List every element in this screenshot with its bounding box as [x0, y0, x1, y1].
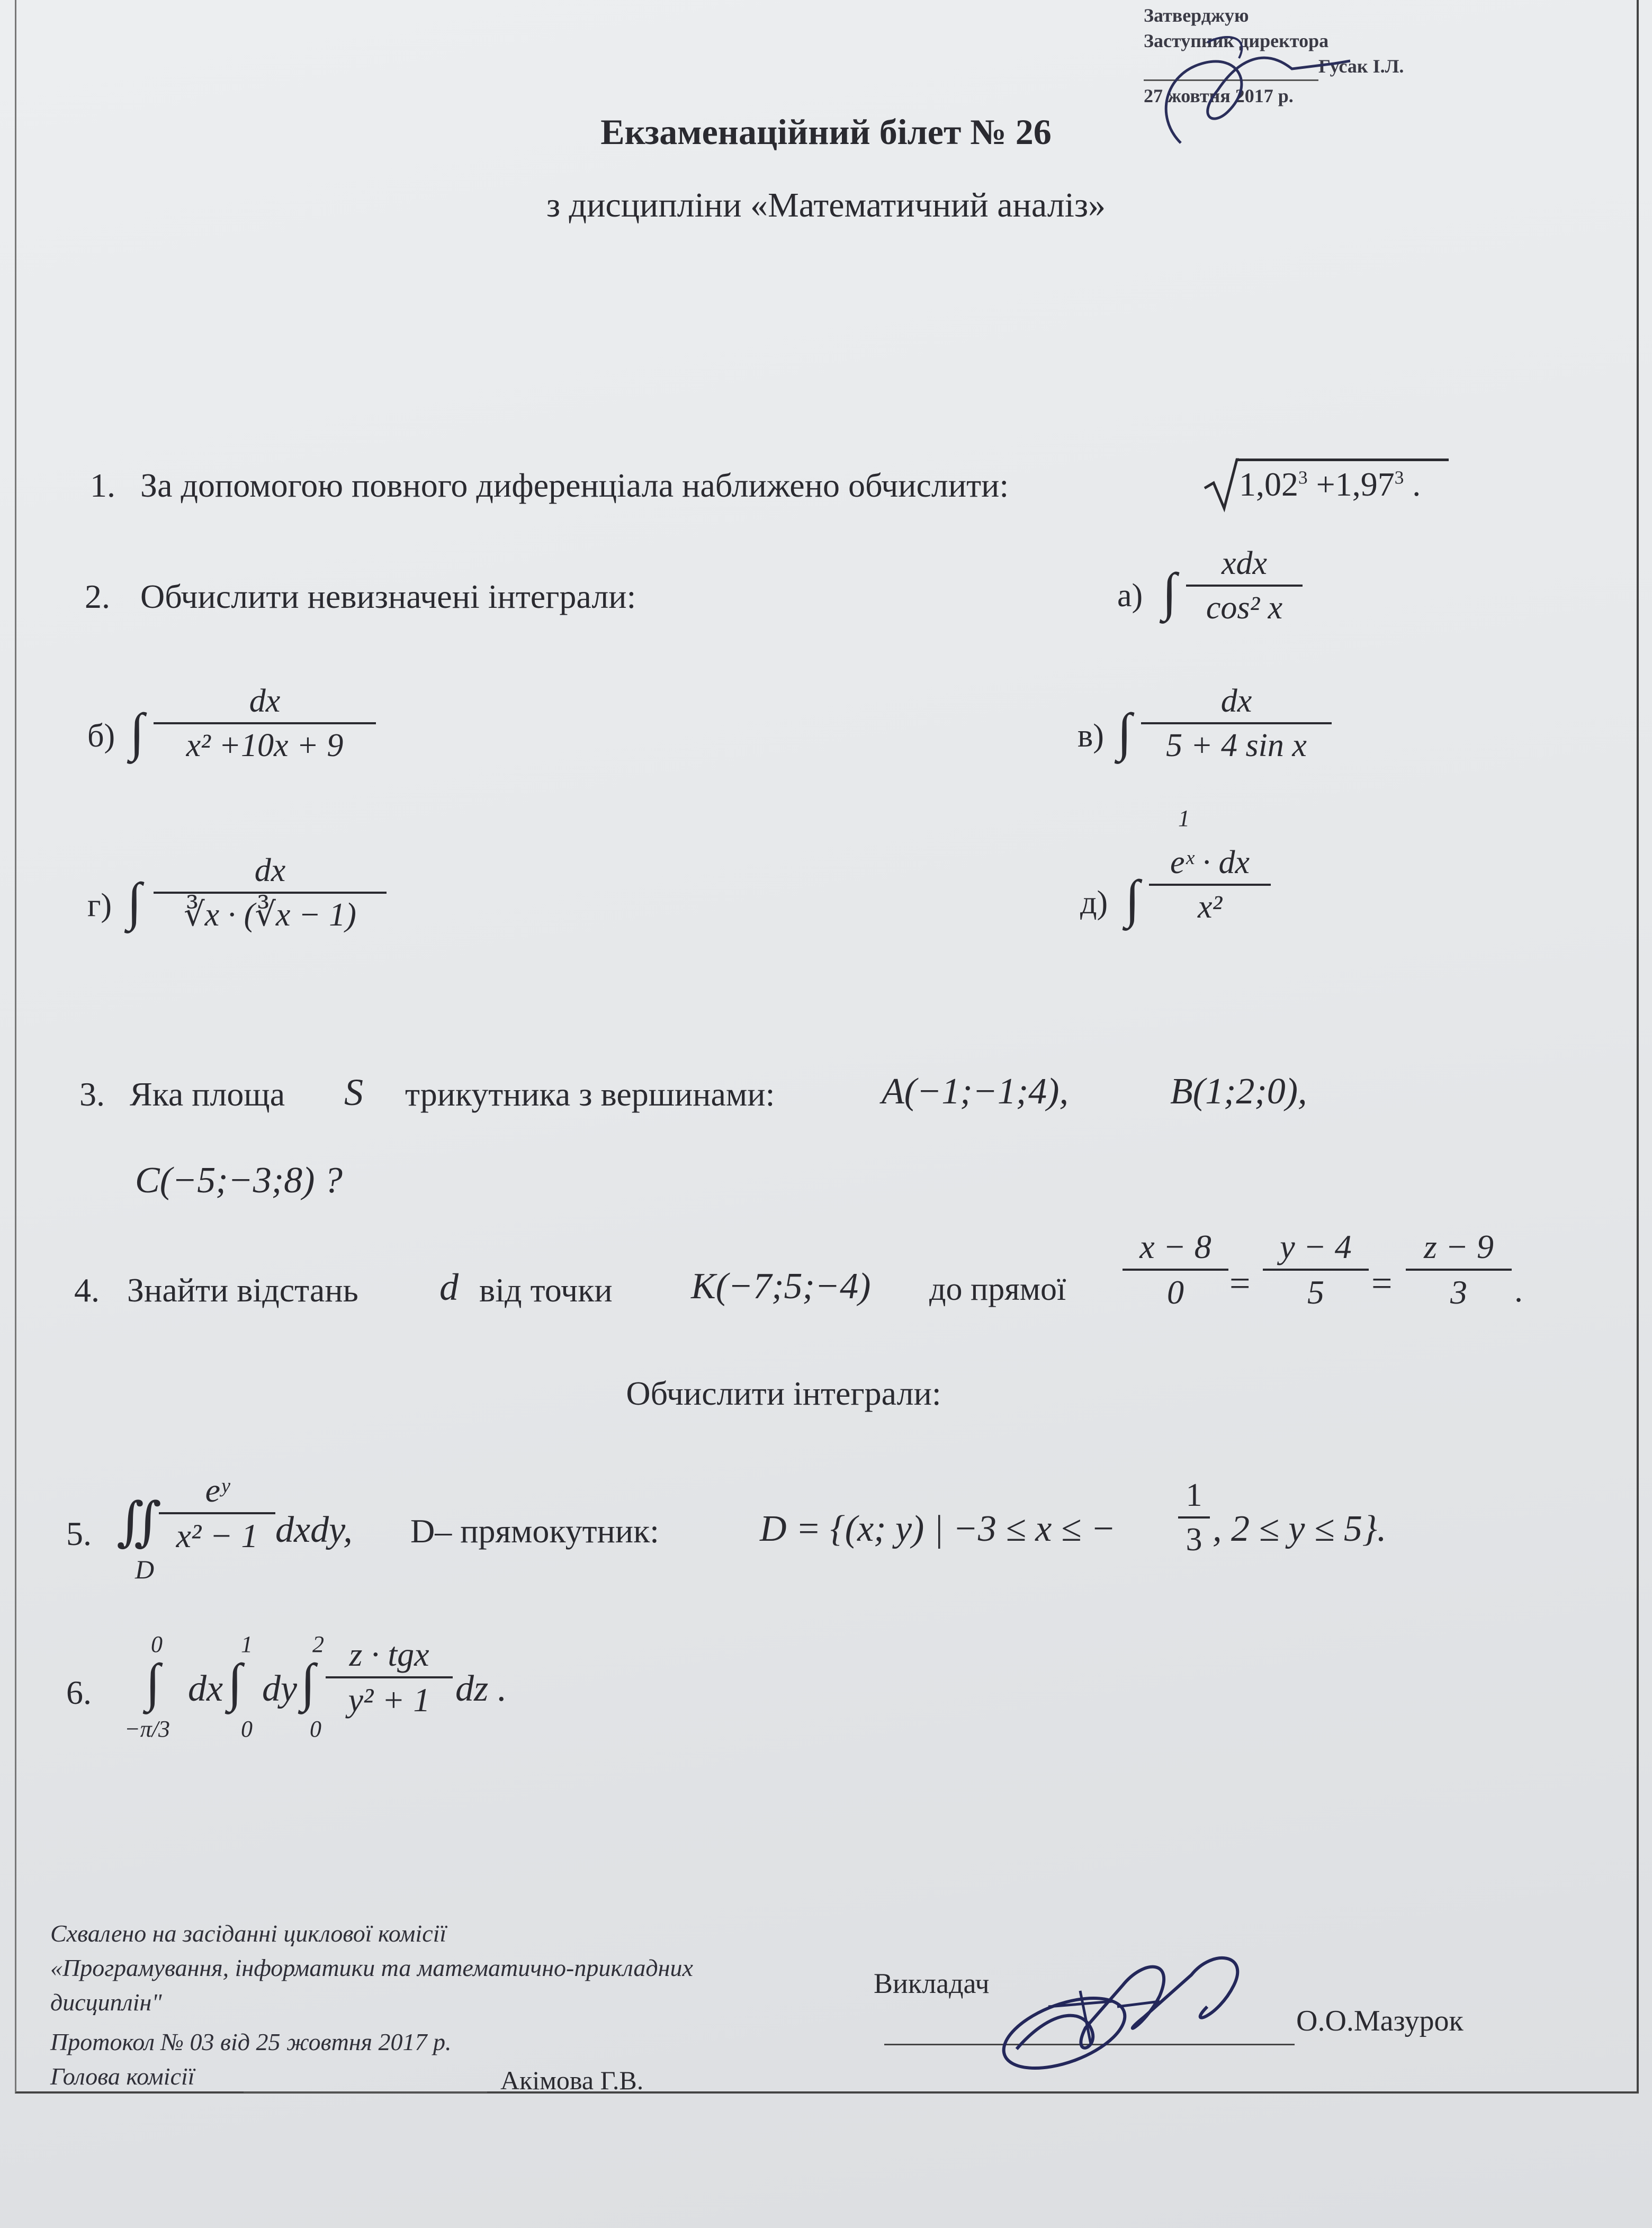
task1-text: За допомогою повного диференціала наближено обчислити: [140, 466, 1009, 504]
integral-g-icon: ∫ [127, 872, 142, 931]
approval-date: 27 жовтня 2017 р. [1144, 85, 1294, 106]
footer-line3: дисциплін" [50, 1989, 162, 2016]
line-frac-y-den: 5 [1307, 1273, 1324, 1311]
t6-limit2-bot: 0 [241, 1716, 253, 1742]
task5-third-bar [1178, 1516, 1210, 1519]
task6-frac-num: z · tgx [349, 1636, 429, 1673]
integral-6b-icon: ∫ [228, 1653, 243, 1712]
task1-number: 1. [90, 466, 115, 504]
t6-dy: dy [262, 1668, 298, 1709]
task5-third-den: 3 [1186, 1522, 1202, 1558]
line-frac-y-num: y − 4 [1280, 1228, 1352, 1265]
integral-6c-icon: ∫ [301, 1653, 316, 1712]
commission-head-name: Акімова Г.В. [500, 2065, 644, 2095]
task3-number: 3. [79, 1075, 105, 1113]
frac-b-den: x² +10x + 9 [186, 727, 344, 764]
frac-b [154, 683, 376, 763]
item-d-label: д) [1080, 885, 1108, 921]
frac-b-bar [154, 722, 376, 724]
task5-third [1178, 1477, 1210, 1558]
frac-a-num: xdx [1221, 545, 1268, 581]
commission-sign-line [244, 2091, 487, 2093]
line-frac-z [1406, 1228, 1512, 1311]
frac-d-den: x² [1197, 889, 1223, 926]
task6-frac [326, 1636, 453, 1719]
t6-dz: dz . [455, 1668, 507, 1709]
task5-third-num: 1 [1186, 1477, 1202, 1513]
task3-text2: трикутника з вершинами: [405, 1075, 775, 1113]
integral-a-icon: ∫ [1162, 562, 1177, 621]
task2-number: 2. [85, 578, 110, 615]
frac-g-bar [154, 892, 387, 894]
task4-d: d [439, 1266, 459, 1308]
frac-d-exp-top: 1 [1178, 805, 1190, 831]
equals-2: = [1371, 1263, 1393, 1304]
task3-point-C: C(−5;−3;8) ? [135, 1160, 343, 1201]
task1-base2: +1,97 [1316, 465, 1395, 503]
task4-text2: від точки [479, 1271, 613, 1309]
task5-text: D– прямокутник: [410, 1512, 659, 1550]
task5-frac [159, 1472, 275, 1555]
ticket-title: Екзаменаційний білет № 26 [600, 112, 1052, 152]
frac-g-num: dx [254, 852, 286, 888]
integral-d-icon: ∫ [1125, 869, 1140, 928]
sqrt-sign-icon [1202, 455, 1239, 514]
task3-point-A: A(−1;−1;4), [882, 1071, 1069, 1112]
task5-dxdy: dxdy, [275, 1510, 353, 1550]
frac-v-num: dx [1220, 683, 1252, 719]
line-frac-z-den: 3 [1450, 1273, 1467, 1311]
t6-dx: dx [188, 1668, 223, 1709]
integral-b-icon: ∫ [130, 703, 145, 761]
task1-expression: $1,02^3 +1,97^3$ . [1239, 465, 1421, 503]
task5-frac-den: x² − 1 [176, 1517, 258, 1555]
page-frame [15, 0, 1639, 2094]
task4-number: 4. [74, 1271, 100, 1309]
equals-1: = [1229, 1263, 1251, 1304]
frac-d [1149, 845, 1271, 925]
integral-v-icon: ∫ [1117, 703, 1132, 761]
frac-a-den: cos² x [1206, 590, 1283, 626]
task1-exp1: 3 [1298, 467, 1308, 488]
task4-point-K: K(−7;5;−4) [691, 1266, 871, 1307]
teacher-label: Викладач [874, 1968, 990, 1999]
sqrt-bar [1237, 459, 1449, 461]
frac-a [1186, 545, 1303, 626]
task3-text1: Яка площа [130, 1075, 285, 1113]
task5-number: 5. [66, 1515, 92, 1552]
line-frac-x-den: 0 [1167, 1273, 1184, 1311]
task6-number: 6. [66, 1674, 92, 1711]
frac-d-bar [1149, 884, 1271, 886]
item-a-label: а) [1117, 578, 1143, 614]
footer-line4: Протокол № 03 від 25 жовтня 2017 р. [50, 2028, 452, 2055]
frac-v-den: 5 + 4 sin x [1166, 727, 1307, 764]
t6-limit3-top: 2 [312, 1631, 324, 1657]
teacher-name: О.О.Мазурок [1296, 2005, 1464, 2037]
line-frac-z-bar [1406, 1269, 1512, 1271]
t6-limit3-bot: 0 [310, 1716, 321, 1742]
line-frac-z-num: z − 9 [1423, 1228, 1494, 1265]
task5-frac-num: eʸ [205, 1471, 229, 1509]
t6-limit2-top: 1 [241, 1631, 253, 1657]
task5-set: D = {(x; y) | −3 ≤ x ≤ − [760, 1508, 1116, 1549]
approval-name: Гусак І.Л. [1318, 56, 1404, 77]
double-integral-icon: ∬ [116, 1493, 162, 1551]
integral-6a-icon: ∫ [146, 1653, 160, 1712]
footer-line2: «Програмування, інформатики та математично-прикладних [50, 1954, 693, 1981]
task1-base1: 1,02 [1239, 465, 1298, 503]
task2-text: Обчислити невизначені інтеграли: [140, 578, 636, 615]
item-g-label: г) [87, 887, 112, 923]
frac-v [1141, 683, 1332, 763]
line-frac-x-bar [1123, 1269, 1228, 1271]
frac-d-num: eˣ · dx [1170, 845, 1250, 881]
line-frac-y-bar [1263, 1269, 1369, 1271]
footer-line5: Голова комісії [50, 2063, 195, 2090]
task5-domain-sub: D [135, 1555, 155, 1584]
task5-set2: , 2 ≤ y ≤ 5}. [1213, 1508, 1387, 1549]
task6-frac-bar [326, 1676, 453, 1678]
frac-g [154, 852, 387, 933]
task3-point-B: B(1;2;0), [1170, 1071, 1307, 1112]
t6-limit1-bot: −π/3 [124, 1716, 170, 1742]
task3-S: S [344, 1071, 363, 1113]
t6-limit1-top: 0 [151, 1631, 163, 1657]
line-frac-y [1263, 1228, 1369, 1311]
task4-period: . [1514, 1271, 1523, 1309]
footer-line1: Схвалено на засіданні циклової комісії [50, 1920, 447, 1947]
frac-a-bar [1186, 585, 1303, 587]
teacher-signature [985, 1927, 1281, 2097]
item-b-label: б) [87, 718, 115, 754]
line-frac-x-num: x − 8 [1139, 1228, 1211, 1265]
frac-b-num: dx [249, 683, 281, 719]
task4-text1: Знайти відстань [127, 1271, 358, 1309]
approval-line2: Заступник директора [1144, 30, 1329, 51]
section-title: Обчислити інтеграли: [626, 1374, 941, 1412]
item-v-label: в) [1078, 718, 1104, 754]
task1-exp2: 3 [1394, 467, 1404, 488]
task4-text3: до прямої [929, 1271, 1066, 1307]
frac-g-den: ∛x · (∛x − 1) [184, 897, 356, 933]
line-frac-x [1123, 1228, 1228, 1311]
approval-line1: Затверджую [1144, 5, 1249, 26]
frac-v-bar [1141, 722, 1332, 724]
task5-frac-bar [159, 1512, 275, 1514]
task6-frac-den: y² + 1 [348, 1681, 430, 1719]
ticket-subtitle: з дисципліни «Математичний аналіз» [546, 186, 1106, 224]
